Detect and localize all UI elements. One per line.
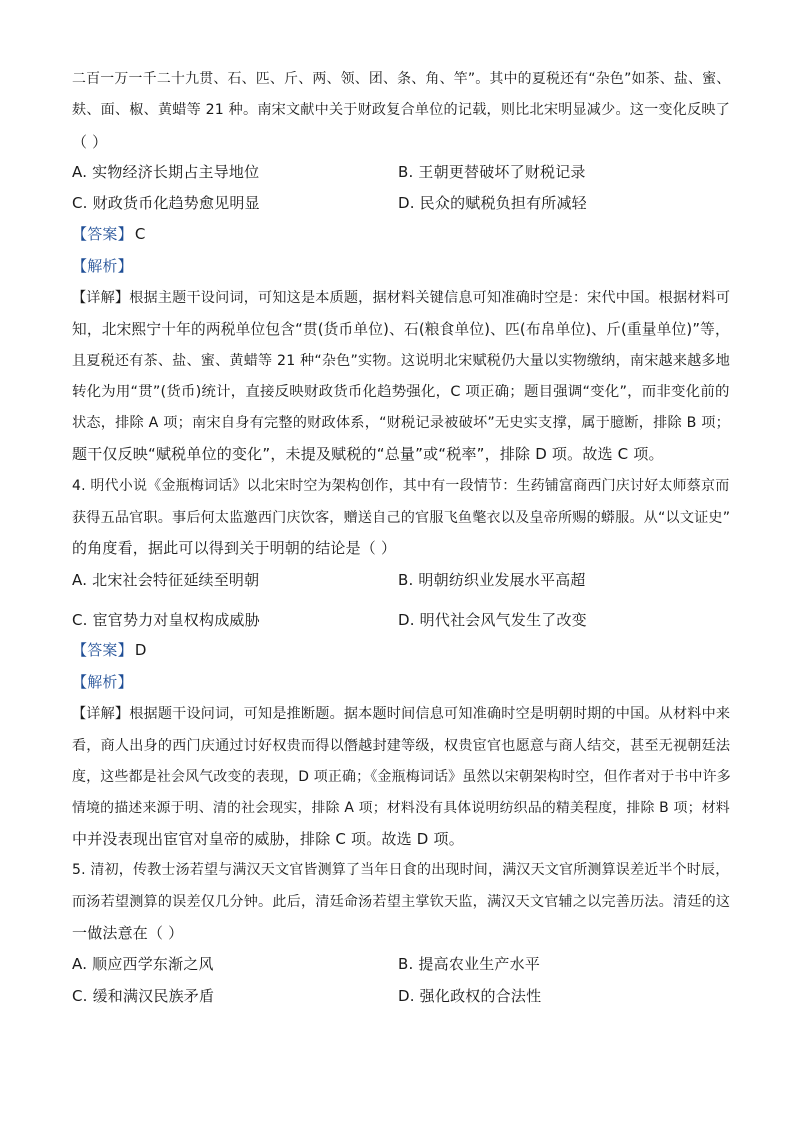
q5-option-b: B. 提高农业生产水平 xyxy=(398,955,541,973)
q4-detail-line-2: 看，商人出身的西门庆通过讨好权贵而得以僭越封建等级，权贵宦官也愿意与商人结交，甚至无视朝廷法 xyxy=(72,738,731,754)
q3-answer-label: 【答案】 xyxy=(72,225,133,243)
q4-detail-line-1: 【详解】根据题干设问词，可知是推断题。据本题时间信息可知准确时空是明朝时期的中国。从材料中来 xyxy=(72,706,731,722)
q4-answer xyxy=(72,640,147,660)
q4-detail-line-3: 度，这些都是社会风气改变的表现，D 项正确；《金瓶梅词话》虽然以宋朝架构时空，但作者对于书中许多 xyxy=(72,769,731,785)
q3-option-c: C. 财政货币化趋势愈见明显 xyxy=(72,194,260,212)
q5-stem-line-2: 而汤若望测算的误差仅几分钟。此后，清廷命汤若望主掌钦天监，满汉天文官辅之以完善历法。清廷的这 xyxy=(72,894,731,910)
q4-option-d: D. 明代社会风气发生了改变 xyxy=(398,611,587,629)
q5-option-d: D. 强化政权的合法性 xyxy=(398,987,542,1005)
q3-detail-line-2: 知，北宋熙宁十年的两税单位包含“贯(货币单位)、石(粮食单位)、匹(布帛单位)、斤(重量单位)”等， xyxy=(72,321,730,338)
q4-stem-line-1: 4. 明代小说《金瓶梅词话》以北宋时空为架构创作，其中有一段情节：生药铺富商西门庆讨好太师蔡京而 xyxy=(72,478,730,494)
q3-option-d: D. 民众的赋税负担有所减轻 xyxy=(398,194,587,212)
q4-stem-line-2: 获得五品官职。事后何太监邀西门庆饮客，赠送自己的官服飞鱼氅衣以及皇帝所赐的蟒服。从“以文证史” xyxy=(72,510,731,526)
q4-stem-line-3: 的角度看，据此可以得到关于明朝的结论是（ ） xyxy=(72,539,397,557)
q4-analysis-label-text: 【解析】 xyxy=(72,673,133,691)
q3-detail-line-4: 转化为用“贯”(货币)统计，直接反映财政货币化趋势强化，C 项正确；题目强调“变化”，而非变化前的 xyxy=(72,384,730,400)
q4-detail-line-5: 中并没表现出宦官对皇帝的威胁，排除 C 项。故选 D 项。 xyxy=(72,830,464,848)
q3-answer-value: C xyxy=(134,225,146,243)
q3-stem-line-3: （ ） xyxy=(72,133,108,151)
q5-stem-line-1: 5. 清初，传教士汤若望与满汉天文官皆测算了当年日食的出现时间，满汉天文官所测算误差近半个时辰， xyxy=(72,862,730,878)
q4-option-c: C. 宦官势力对皇权构成威胁 xyxy=(72,611,260,629)
q3-option-b: B. 王朝更替破坏了财税记录 xyxy=(398,163,586,181)
q3-detail-line-1: 【详解】根据主题干设问词，可知这是本质题，据材料关键信息可知准确时空是：宋代中国。根据材料可 xyxy=(72,290,731,306)
q4-detail-line-4: 情境的描述来源于明、清的社会现实，排除 A 项；材料没有具体说明纺织品的精美程度，排除 B 项；材料 xyxy=(72,800,730,816)
q3-analysis-label xyxy=(72,256,133,276)
q4-option-b: B. 明朝纺织业发展水平高超 xyxy=(398,571,586,589)
q3-option-a: A. 实物经济长期占主导地位 xyxy=(72,163,260,181)
q4-answer-value: D xyxy=(134,641,147,659)
q3-analysis-label-text: 【解析】 xyxy=(72,257,133,275)
q3-detail-line-3: 且夏税还有茶、盐、蜜、黄蜡等 21 种“杂色”实物。这说明北宋赋税仍大量以实物缴纳，南宋越来越多地 xyxy=(72,353,731,369)
q5-option-a: A. 顺应西学东渐之风 xyxy=(72,955,214,973)
q5-stem-line-3: 一做法意在（ ） xyxy=(72,924,184,942)
q5-option-c: C. 缓和满汉民族矛盾 xyxy=(72,987,215,1005)
q3-detail-line-5: 状态，排除 A 项；南宋自身有完整的财政体系，“财税记录被破坏”无史实支撑，属于臆断，排除 B 项； xyxy=(72,415,731,431)
q3-answer xyxy=(72,224,146,244)
q4-option-a: A. 北宋社会特征延续至明朝 xyxy=(72,571,260,589)
q3-stem-line-1: 二百一万一千二十九贯、石、匹、斤、两、领、团、条、角、竿”。其中的夏税还有“杂色”如茶、盐、蜜、 xyxy=(72,71,731,87)
q3-stem-line-2: 麸、面、椒、黄蜡等 21 种。南宋文献中关于财政复合单位的记载，则比北宋明显减少。这一变化反映了 xyxy=(72,102,731,118)
q4-answer-label: 【答案】 xyxy=(72,641,133,659)
q3-detail-line-6: 题干仅反映“赋税单位的变化”，未提及赋税的“总量”或“税率”，排除 D 项。故选 C 项。 xyxy=(72,445,664,463)
q4-analysis-label xyxy=(72,672,133,692)
